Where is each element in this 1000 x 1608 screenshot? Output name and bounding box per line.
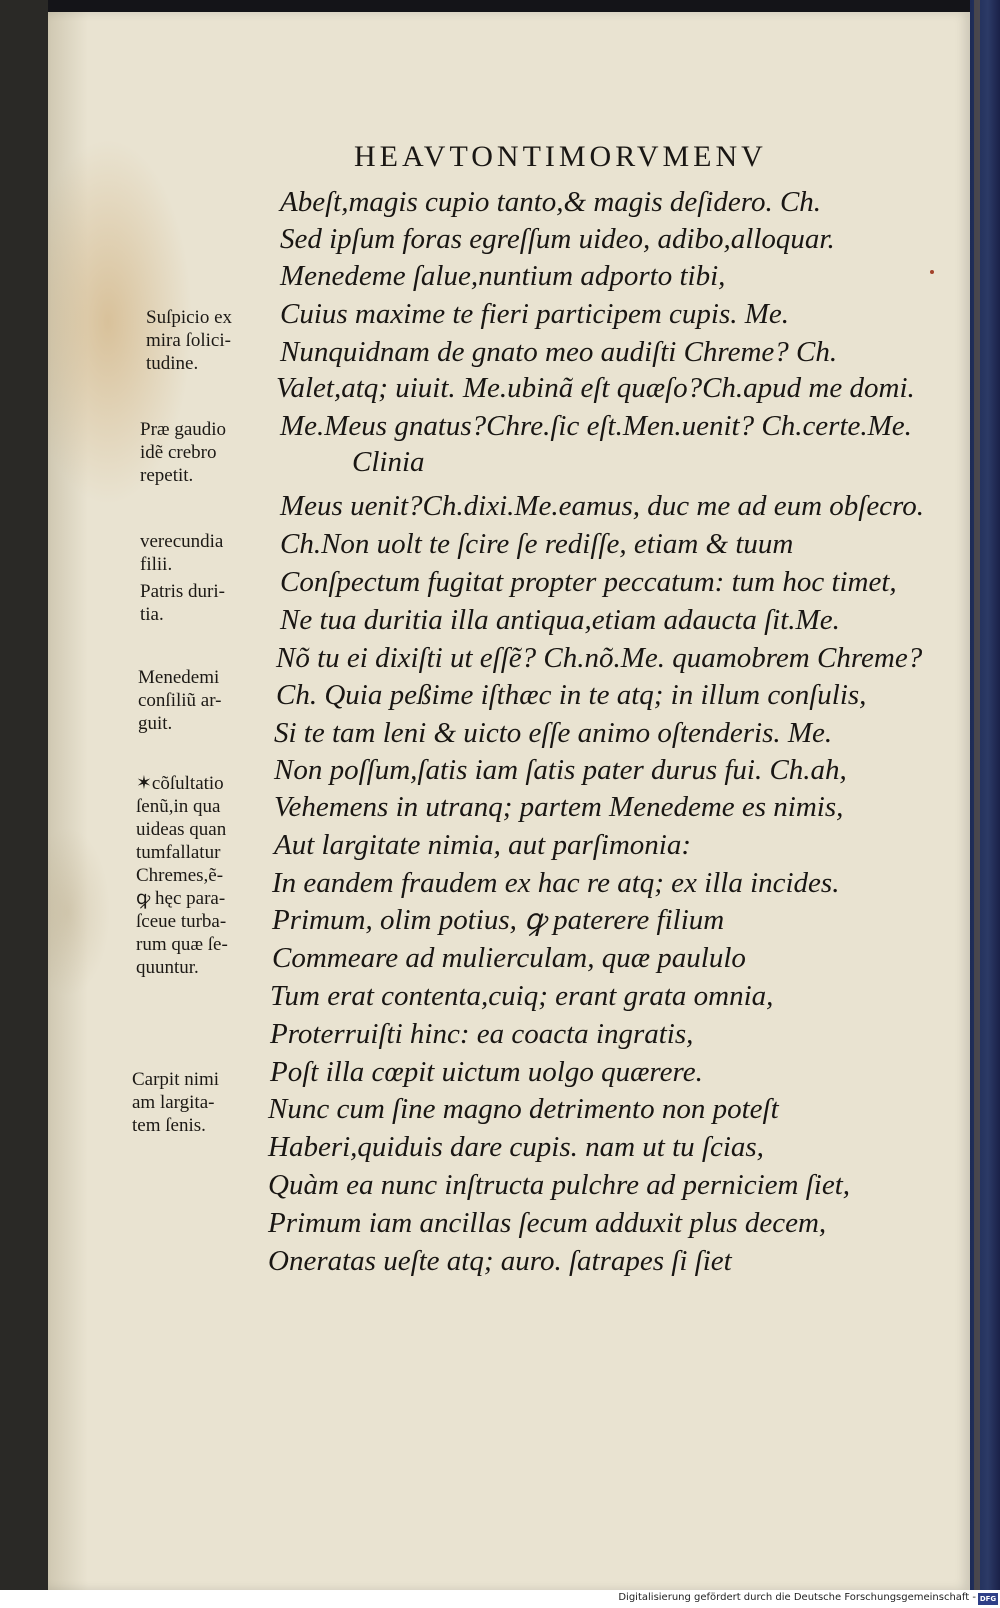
text-line: Si te tam leni & uicto eſſe animo oſtenderis. Me. [274, 717, 833, 749]
dfg-logo: DFG [979, 1595, 997, 1603]
margin-note-line: tudine. [146, 353, 199, 374]
book-page [48, 12, 970, 1590]
funding-credit: Digitalisierung gefördert durch die Deutsche Forschungsgemeinschaft - [618, 1592, 976, 1603]
margin-note-line: uideas quan [136, 819, 227, 840]
margin-note-line: mira ſolici- [146, 330, 231, 351]
margin-note-line: verecundia [140, 531, 224, 552]
text-line: Primum iam ancillas ſecum adduxit plus decem, [268, 1207, 827, 1239]
margin-note [140, 418, 280, 487]
text-line: Ch. Quia peßime iſthæc in te atq; in illum conſulis, [276, 679, 867, 711]
margin-note-line: ſenũ,in qua [136, 796, 221, 817]
margin-note [140, 580, 280, 626]
margin-note-line: am largita- [132, 1092, 215, 1113]
margin-note-line: Patris duri- [140, 581, 225, 602]
text-line: Oneratas ueſte atq; auro. ſatrapes ſi ſiet [268, 1245, 732, 1277]
text-line: Nunc cum ſine magno detrimento non poteſt [268, 1093, 779, 1125]
margin-note-line: ✶cõſultatio [136, 773, 224, 794]
scan-right-edge [970, 0, 1000, 1590]
text-line: Non poſſum,ſatis iam ſatis pater durus fui. Ch.ah, [274, 754, 847, 786]
margin-note-line: quuntur. [136, 957, 199, 978]
text-line: Nunquidnam de gnato meo audiſti Chreme? Ch. [280, 336, 838, 368]
margin-note-line: tumfallatur [136, 842, 221, 863]
text-line: Quàm ea nunc inſtructa pulchre ad perniciem ſiet, [268, 1169, 851, 1201]
text-line: Abeſt,magis cupio tanto,& magis deſidero. Ch. [280, 186, 822, 218]
margin-note [146, 306, 286, 375]
paper-spot [930, 270, 934, 274]
text-line: Aut largitate nimia, aut parſimonia: [274, 829, 692, 861]
margin-note-line: Præ gaudio [140, 419, 227, 440]
margin-note-line: idẽ crebro [140, 442, 217, 463]
margin-note-line: tem ſenis. [132, 1115, 206, 1136]
text-line: Haberi,quiduis dare cupis. nam ut tu ſcias, [268, 1131, 764, 1163]
text-line: Conſpectum fugitat propter peccatum: tum hoc timet, [280, 566, 897, 598]
text-line: Poſt illa cœpit uictum uolgo quærere. [270, 1056, 703, 1088]
text-line: Cuius maxime te fieri participem cupis. Me. [280, 298, 790, 330]
margin-note-line: repetit. [140, 465, 194, 486]
margin-note-line: guit. [138, 713, 173, 734]
margin-note-line: tia. [140, 604, 164, 625]
text-line: Vehemens in utranq; partem Menedeme es nimis, [274, 791, 844, 823]
text-line: Primum, olim potius, ꝙ paterere filium [272, 904, 725, 936]
margin-note-line: Menedemi [138, 667, 220, 688]
margin-note-line: rum quæ ſe- [136, 934, 228, 955]
margin-note [136, 772, 276, 979]
margin-note-line: Chremes,ẽ- [136, 865, 224, 886]
margin-note [132, 1068, 272, 1137]
margin-note [138, 666, 278, 735]
text-line: Sed ipſum foras egreſſum uideo, adibo,alloquar. [280, 223, 835, 255]
margin-note-line: Carpit nimi [132, 1069, 220, 1090]
margin-note-line: filii. [140, 554, 173, 575]
text-line: Commeare ad mulierculam, quæ paululo [272, 942, 746, 974]
margin-note-line: conſiliũ ar- [138, 690, 222, 711]
text-line: Nõ tu ei dixiſti ut eſſẽ? Ch.nõ.Me. quamobrem Chreme? [276, 642, 923, 674]
text-line: Meus uenit?Ch.dixi.Me.eamus, duc me ad eum obſecro. [280, 490, 925, 522]
margin-note-line: ꝙ hęc para- [136, 888, 226, 909]
text-line: Menedeme ſalue,nuntium adporto tibi, [280, 260, 726, 292]
text-line: Ne tua duritia illa antiqua,etiam adaucta ſit.Me. [280, 604, 840, 636]
text-line: Me.Meus gnatus?Chre.ſic eſt.Men.uenit? Ch.certe.Me. [280, 410, 912, 442]
text-line: Clinia [352, 446, 425, 478]
text-line: In eandem fraudem ex hac re atq; ex illa incides. [272, 867, 840, 899]
scan-left-edge [0, 0, 48, 1590]
text-line: Tum erat contenta,cuiq; erant grata omnia, [270, 980, 774, 1012]
text-line: Proterruiſti hinc: ea coacta ingratis, [270, 1018, 694, 1050]
margin-note-line: Suſpicio ex [146, 307, 233, 328]
margin-note [140, 530, 280, 576]
text-line: Valet,atq; uiuit. Me.ubinã eſt quæſo?Ch.apud me domi. [276, 372, 915, 404]
margin-note-line: ſceue turba- [136, 911, 227, 932]
text-line: Ch.Non uolt te ſcire ſe rediſſe, etiam & tuum [280, 528, 794, 560]
running-header: HEAVTONTIMORVMENV [354, 140, 767, 173]
